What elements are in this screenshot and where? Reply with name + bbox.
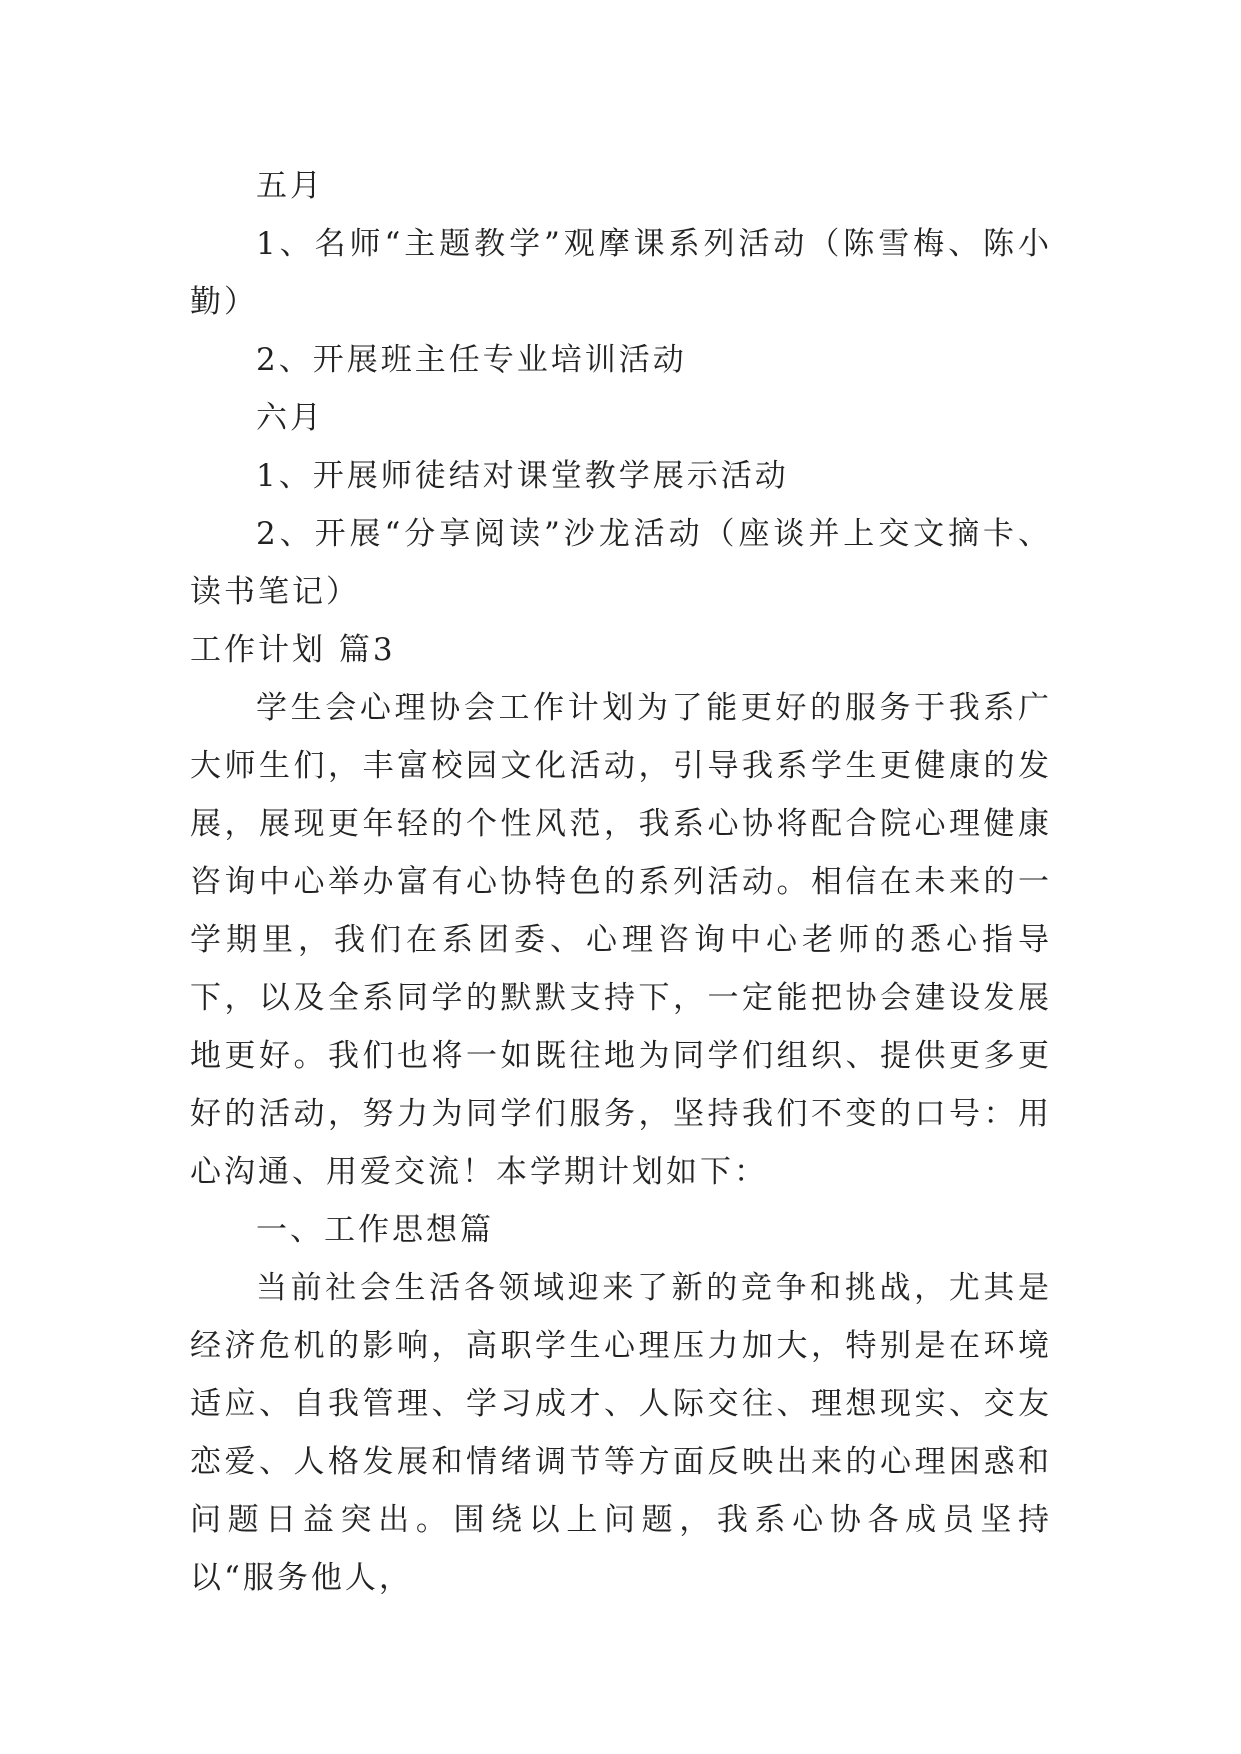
june-item-2: 2、开展“分享阅读”沙龙活动（座谈并上交文摘卡、读书笔记） [190, 516, 1052, 610]
may-heading: 五月 [256, 168, 324, 204]
may-item-1: 1、名师“主题教学”观摩课系列活动（陈雪梅、陈小勤） [190, 226, 1052, 320]
part1-paragraph: 当前社会生活各领域迎来了新的竞争和挑战，尤其是经济危机的影响，高职学生心理压力加大，特别是在环境适应、自我管理、学习成才、人际交往、理想现实、交友恋爱、人格发展和情绪调节等方面反映出来的心理困惑和问题日益突出。围绕以上问题，我系心协各成员坚持以“服务他人， [190, 1270, 1052, 1596]
intro-paragraph: 学生会心理协会工作计划为了能更好的服务于我系广大师生们，丰富校园文化活动，引导我系学生更健康的发展，展现更年轻的个性风范，我系心协将配合院心理健康咨询中心举办富有心协特色的系列活动。相信在未来的一学期里，我们在系团委、心理咨询中心老师的悉心指导下，以及全系同学的默默支持下，一定能把协会建设发展地更好。我们也将一如既往地为同学们组织、提供更多更好的活动，努力为同学们服务，坚持我们不变的口号：用心沟通、用爱交流！本学期计划如下： [190, 690, 1052, 1190]
june-item-1: 1、开展师徒结对课堂教学展示活动 [256, 458, 789, 494]
document-body [190, 157, 1052, 1607]
section-title: 工作计划 篇3 [190, 632, 396, 668]
part1-title: 一、工作思想篇 [256, 1212, 494, 1248]
may-item-2: 2、开展班主任专业培训活动 [256, 342, 687, 378]
june-heading: 六月 [256, 400, 324, 436]
